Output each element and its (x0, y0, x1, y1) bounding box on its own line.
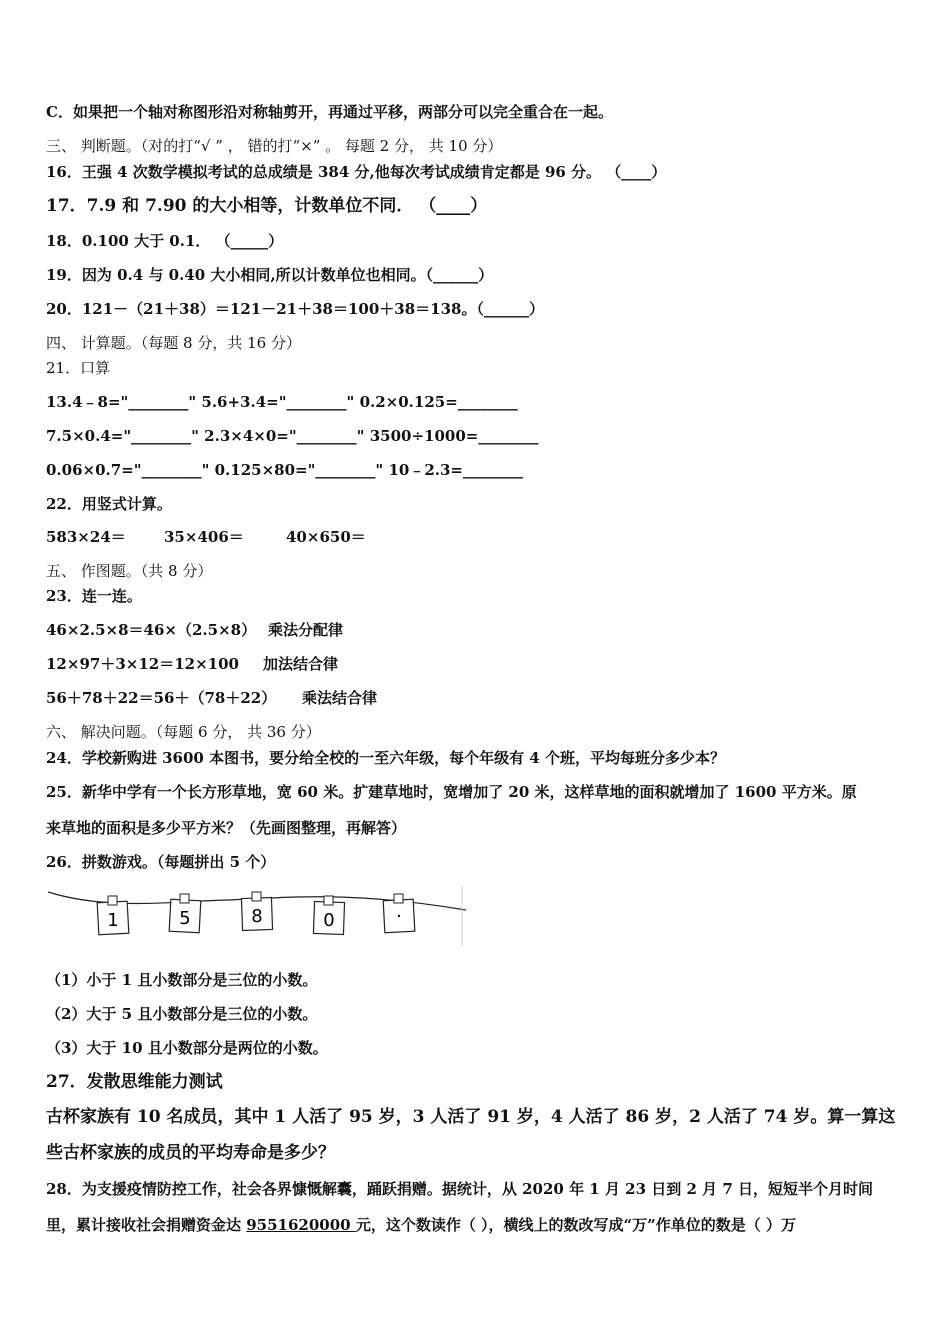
question-28-line-1: 28．为支援疫情防控工作，社会各界慷慨解囊，踊跃捐赠。据统计，从 2020 年 1 月 23 日到 2 月 7 日，短短半个月时间 (46, 1180, 874, 1198)
mental-calc-row-2: 7.5×0.4="________" 2.3×4×0="________" 3500÷1000=________ (46, 427, 539, 445)
question-25-line-1: 25．新华中学有一个长方形草地，宽 60 米。扩建草地时，宽增加了 20 米，这样草地的面积就增加了 1600 平方米。原 (46, 783, 857, 801)
card-1-digit: 1 (107, 910, 119, 931)
card-0 (313, 896, 344, 935)
question-28-line-2 (46, 1215, 796, 1235)
card-dot-digit: · (396, 906, 402, 927)
vertical-calc-3: 40×650＝ (286, 528, 366, 546)
match-right-2: 加法结合律 (263, 655, 339, 673)
card-5 (169, 894, 201, 933)
question-26-part-3: （3）大于 10 且小数部分是两位的小数。 (46, 1039, 328, 1057)
section-6-heading: 六、 解决问题。（每题 6 分， 共 36 分） (46, 723, 321, 741)
section-3-heading: 三、 判断题。（对的打“√ ” ， 错的打“×” 。 每题 2 分， 共 10 分） (46, 137, 503, 155)
section-4-heading: 四、 计算题。（每题 8 分，共 16 分） (46, 334, 301, 352)
question-25-line-2: 来草地的面积是多少平方米？（先画图整理，再解答） (46, 819, 407, 837)
question-26-part-1: （1）小于 1 且小数部分是三位的小数。 (46, 971, 318, 989)
card-0-digit: 0 (323, 910, 335, 931)
section-5-heading: 五、 作图题。（共 8 分） (46, 562, 213, 580)
match-right-1: 乘法分配律 (268, 621, 344, 639)
question-16: 16．王强 4 次数学模拟考试的总成绩是 384 分,他每次考试成绩肯定都是 96 分。 （____） (46, 163, 667, 181)
match-left-2: 12×97＋3×12＝12×100 (46, 655, 239, 673)
vertical-calc-1: 583×24＝ (46, 528, 126, 546)
question-27-line-2: 些古杯家族的成员的平均寿命是多少？ (46, 1143, 335, 1163)
option-c: C．如果把一个轴对称图形沿对称轴剪开，再通过平移，两部分可以完全重合在一起。 (46, 103, 613, 121)
match-left-1: 46×2.5×8＝46×（2.5×8） (46, 621, 257, 639)
question-27-line-1: 古杯家族有 10 名成员，其中 1 人活了 95 岁，3 人活了 91 岁，4 人活了 86 岁，2 人活了 74 岁。算一算这 (46, 1107, 896, 1127)
vertical-calc-2: 35×406＝ (164, 528, 244, 546)
question-18: 18．0.100 大于 0.1． （_____） (46, 232, 284, 250)
question-17: 17．7.9 和 7.90 的大小相等，计数单位不同． （____） (46, 196, 488, 216)
question-26-part-2: （2）大于 5 且小数部分是三位的小数。 (46, 1005, 318, 1023)
question-26: 26．拼数游戏。（每题拼出 5 个） (46, 853, 276, 871)
question-22: 22．用竖式计算。 (46, 495, 172, 513)
question-24: 24．学校新购进 3600 本图书，要分给全校的一至六年级，每个年级有 4 个班，平均每班分多少本？ (46, 749, 725, 767)
question-21: 21．口算 (46, 359, 111, 377)
card-8-digit: 8 (251, 906, 263, 927)
question-28-prefix: 里，累计接收社会捐赠资金达 (46, 1216, 247, 1234)
card-5-digit: 5 (179, 908, 191, 929)
question-19: 19．因为 0.4 与 0.40 大小相同,所以计数单位也相同。（______） (46, 266, 494, 284)
match-right-3: 乘法结合律 (302, 689, 378, 707)
donation-amount: 9551620000 (246, 1216, 356, 1234)
card-8 (241, 892, 272, 931)
question-20: 20．121－（21＋38）＝121－21＋38＝100＋38＝138。（______） (46, 300, 544, 318)
match-left-3: 56＋78＋22＝56＋（78＋22） (46, 689, 277, 707)
number-cards-figure (46, 880, 472, 948)
mental-calc-row-1: 13.4﹣8="________" 5.6+3.4="________" 0.2×0.125=________ (46, 393, 518, 411)
question-23: 23．连一连。 (46, 587, 142, 605)
question-27: 27．发散思维能力测试 (46, 1072, 223, 1092)
question-28-suffix: 元，这个数读作（ ），横线上的数改写成“万”作单位的数是（ ）万 (355, 1216, 797, 1234)
mental-calc-row-3: 0.06×0.7="________" 0.125×80="________" 10﹣2.3=________ (46, 461, 523, 479)
